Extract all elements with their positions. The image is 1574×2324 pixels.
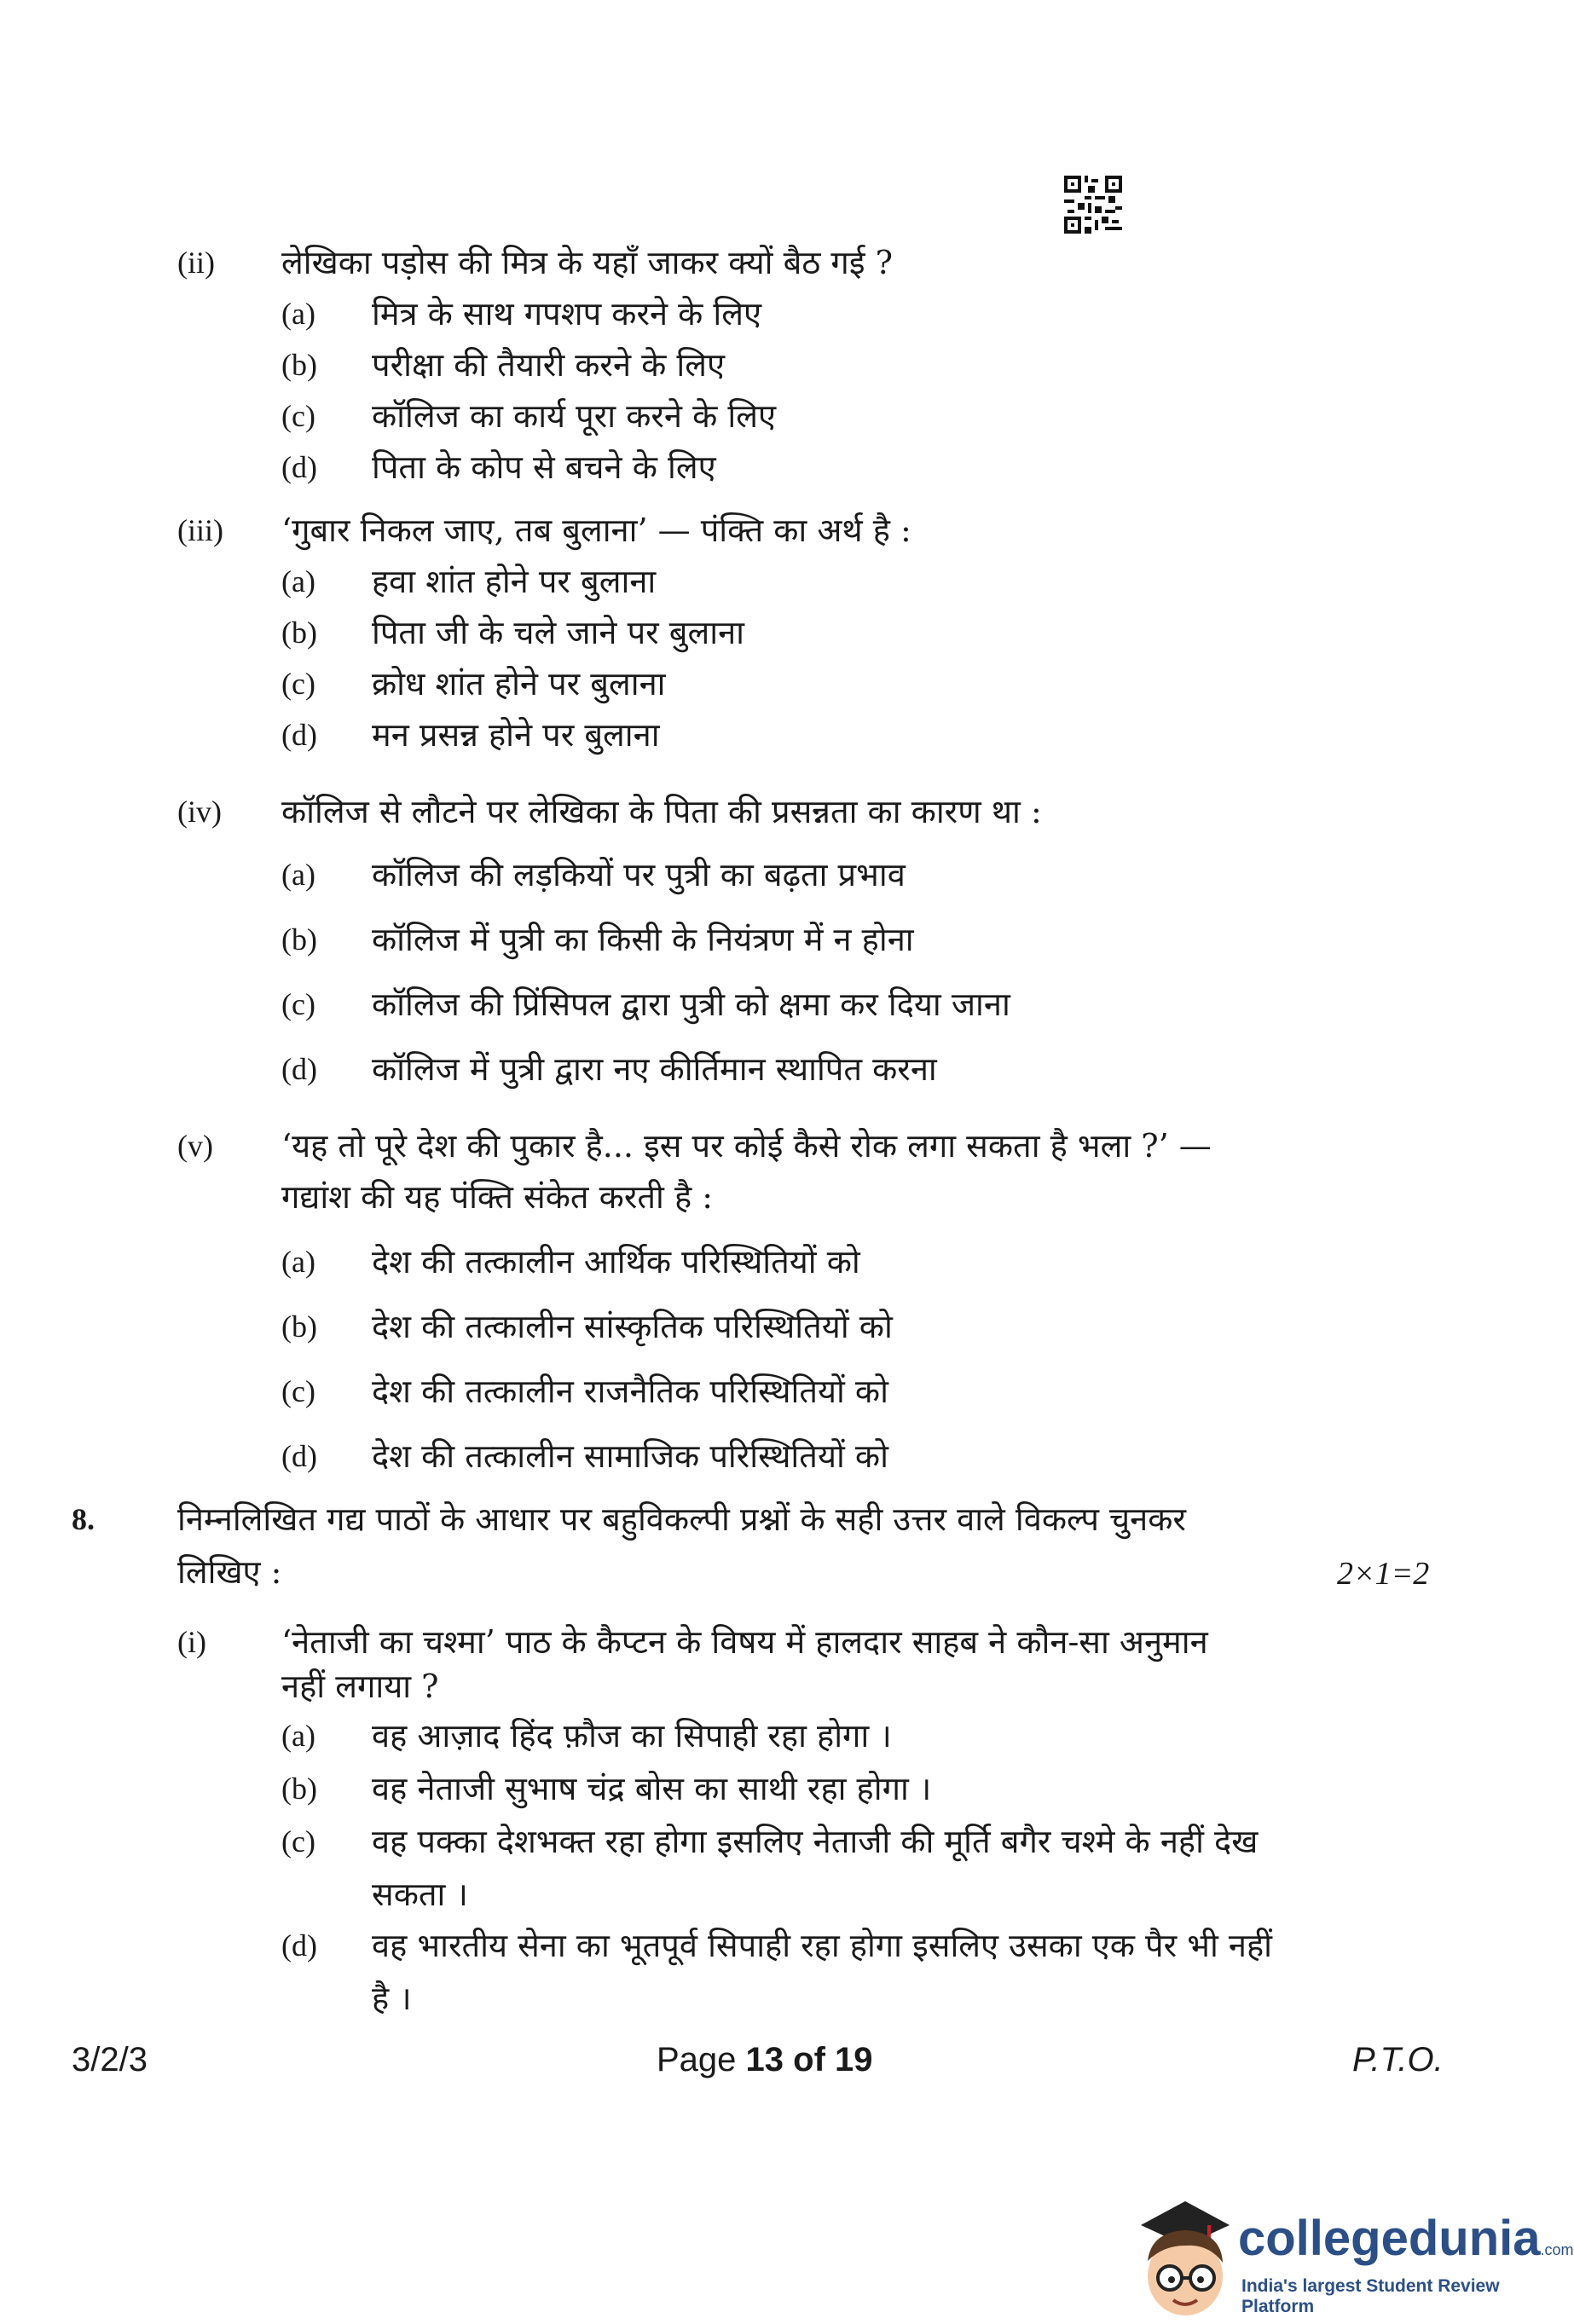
option-text: है । bbox=[372, 1980, 412, 2017]
option-label: (a) bbox=[281, 297, 315, 331]
pto-label: P.T.O. bbox=[1352, 2041, 1444, 2078]
option-label: (d) bbox=[281, 1439, 317, 1473]
option-text: वह पक्का देशभक्त रहा होगा इसलिए नेताजी की मूर्ति बगैर चश्मे के नहीं देख bbox=[372, 1823, 1259, 1860]
question-text: गद्यांश की यह पंक्ति संकेत करती है : bbox=[281, 1178, 714, 1216]
marks-label: 2×1=2 bbox=[1337, 1556, 1430, 1592]
option-label: (d) bbox=[281, 718, 317, 752]
question-number: (iii) bbox=[177, 513, 223, 547]
option-label: (c) bbox=[281, 399, 315, 433]
option-label: (a) bbox=[281, 858, 315, 892]
page-indicator bbox=[657, 2039, 873, 2080]
option-text: पिता जी के चले जाने पर बुलाना bbox=[372, 614, 745, 651]
qr-code-icon bbox=[1064, 176, 1122, 234]
option-label: (d) bbox=[281, 450, 317, 484]
option-text: देश की तत्कालीन राजनैतिक परिस्थितियों को bbox=[372, 1373, 888, 1410]
question-text: निम्नलिखित गद्य पाठों के आधार पर बहुविकल्पी प्रश्नों के सही उत्तर वाले विकल्प चुनकर bbox=[177, 1500, 1186, 1538]
option-text: कॉलिज की लड़कियों पर पुत्री का बढ़ता प्रभाव bbox=[372, 856, 906, 893]
option-label: (b) bbox=[281, 616, 317, 650]
option-label: (b) bbox=[281, 1772, 317, 1806]
question-text: ‘गुबार निकल जाए, तब बुलाना’ — पंक्ति का अर्थ है : bbox=[281, 512, 911, 549]
page-prefix: Page bbox=[657, 2041, 746, 2078]
question-text: कॉलिज से लौटने पर लेखिका के पिता की प्रसन्नता का कारण था : bbox=[281, 793, 1042, 830]
option-label: (b) bbox=[281, 348, 317, 382]
question-number: (iv) bbox=[177, 795, 222, 829]
option-text: मन प्रसन्न होने पर बुलाना bbox=[372, 716, 660, 754]
question-text: ‘यह तो पूरे देश की पुकार है... इस पर कोई कैसे रोक लगा सकता है भला ?’ — bbox=[281, 1127, 1212, 1165]
option-label: (c) bbox=[281, 1374, 315, 1408]
option-label: (b) bbox=[281, 1309, 317, 1344]
question-number: (v) bbox=[177, 1129, 213, 1163]
page-current: 13 bbox=[745, 2041, 784, 2078]
question-number: 8. bbox=[72, 1502, 95, 1536]
question-text: लिखिए : bbox=[177, 1553, 282, 1591]
option-text: देश की तत्कालीन सांस्कृतिक परिस्थितियों को bbox=[372, 1308, 893, 1345]
mascot-logo-icon bbox=[1126, 2193, 1245, 2321]
brand-suffix: .com bbox=[1540, 2241, 1574, 2258]
brand-name bbox=[1238, 2210, 1574, 2267]
option-text: देश की तत्कालीन सामाजिक परिस्थितियों को bbox=[372, 1437, 888, 1475]
option-text: देश की तत्कालीन आर्थिक परिस्थितियों को bbox=[372, 1243, 860, 1281]
option-label: (a) bbox=[281, 1245, 315, 1279]
option-text: कॉलिज में पुत्री द्वारा नए कीर्तिमान स्थापित करना bbox=[372, 1050, 937, 1088]
brand-tagline: India's largest Student Review Platform bbox=[1241, 2276, 1500, 2316]
option-label: (c) bbox=[281, 667, 315, 701]
option-text: मित्र के साथ गपशप करने के लिए bbox=[372, 295, 762, 332]
option-label: (d) bbox=[281, 1928, 317, 1963]
option-text: वह आज़ाद हिंद फ़ौज का सिपाही रहा होगा । bbox=[372, 1717, 892, 1755]
option-label: (d) bbox=[281, 1052, 317, 1086]
question-text: लेखिका पड़ोस की मित्र के यहाँ जाकर क्यों बैठ गई ? bbox=[281, 244, 893, 281]
option-label: (a) bbox=[281, 564, 315, 598]
option-text: कॉलिज का कार्य पूरा करने के लिए bbox=[372, 397, 776, 435]
option-text: कॉलिज में पुत्री का किसी के नियंत्रण में न होना bbox=[372, 921, 914, 958]
option-label: (b) bbox=[281, 922, 317, 957]
question-text: नहीं लगाया ? bbox=[281, 1668, 439, 1705]
option-label: (a) bbox=[281, 1719, 315, 1753]
paper-code: 3/2/3 bbox=[72, 2041, 148, 2078]
page-of: of bbox=[784, 2041, 836, 2078]
question-text: ‘नेताजी का चश्मा’ पाठ के कैप्टन के विषय में हालदार साहब ने कौन-सा अनुमान bbox=[281, 1623, 1208, 1661]
option-text: वह भारतीय सेना का भूतपूर्व सिपाही रहा होगा इसलिए उसका एक पैर भी नहीं bbox=[372, 1927, 1272, 1964]
option-text: वह नेताजी सुभाष चंद्र बोस का साथी रहा होगा । bbox=[372, 1770, 932, 1807]
option-text: सकता । bbox=[372, 1876, 468, 1913]
option-text: पिता के कोप से बचने के लिए bbox=[372, 448, 716, 486]
question-number: (ii) bbox=[177, 246, 215, 280]
page-total: 19 bbox=[835, 2041, 873, 2078]
question-number: (i) bbox=[177, 1625, 206, 1659]
option-label: (c) bbox=[281, 987, 315, 1021]
option-text: क्रोध शांत होने पर बुलाना bbox=[372, 665, 666, 702]
brand-name-text: collegedunia bbox=[1238, 2211, 1541, 2266]
option-text: कॉलिज की प्रिंसिपल द्वारा पुत्री को क्षमा कर दिया जाना bbox=[372, 986, 1010, 1023]
option-text: हवा शांत होने पर बुलाना bbox=[372, 563, 657, 600]
option-label: (c) bbox=[281, 1824, 315, 1859]
option-text: परीक्षा की तैयारी करने के लिए bbox=[372, 346, 726, 384]
